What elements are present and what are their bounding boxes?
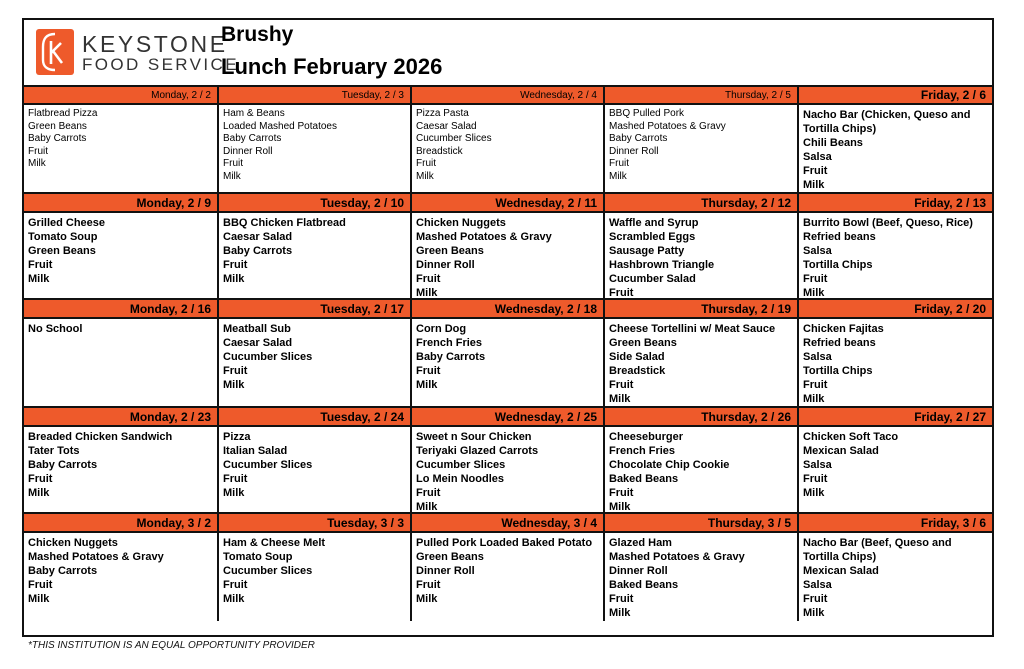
day-header: Monday, 2 / 23	[24, 408, 217, 427]
menu-item: Salsa	[803, 459, 832, 471]
menu-item: Fruit	[416, 158, 436, 169]
day-cell	[605, 300, 799, 406]
day-menu	[412, 427, 603, 512]
day-cell	[605, 194, 799, 298]
menu-item: Teriyaki Glazed Carrots	[416, 445, 539, 457]
menu-item: Milk	[609, 393, 631, 405]
day-menu	[605, 533, 797, 621]
day-menu	[605, 427, 797, 512]
day-header: Monday, 2 / 2	[24, 87, 217, 105]
day-cell	[24, 87, 219, 192]
menu-item: Salsa	[803, 151, 832, 163]
day-cell	[24, 408, 219, 512]
menu-item: Fruit	[803, 593, 828, 605]
day-cell	[605, 514, 799, 621]
menu-item: Fruit	[223, 473, 248, 485]
menu-item: Baby Carrots	[223, 245, 293, 257]
menu-item: Nacho Bar (Chicken, Queso and Tortilla Chips)	[803, 109, 971, 135]
menu-item: Milk	[416, 287, 438, 299]
menu-item: Salsa	[803, 351, 832, 363]
day-menu	[24, 533, 217, 621]
menu-item: Fruit	[416, 273, 441, 285]
menu-item: Cucumber Slices	[223, 565, 313, 577]
menu-item: Tater Tots	[28, 445, 80, 457]
menu-item: Fruit	[416, 579, 441, 591]
menu-item: Tomato Soup	[28, 231, 98, 243]
day-header: Friday, 2 / 20	[799, 300, 992, 319]
menu-item: Fruit	[609, 593, 634, 605]
menu-item: Mashed Potatoes & Gravy	[416, 231, 552, 243]
menu-item: Mashed Potatoes & Gravy	[609, 551, 745, 563]
menu-calendar-grid	[24, 85, 992, 621]
day-header: Tuesday, 2 / 17	[219, 300, 410, 319]
menu-item: Ham & Cheese Melt	[223, 537, 326, 549]
day-cell	[219, 87, 412, 192]
menu-item: Breadstick	[609, 365, 666, 377]
day-header: Tuesday, 2 / 10	[219, 194, 410, 213]
day-menu	[24, 213, 217, 298]
day-menu	[24, 427, 217, 512]
menu-item: Green Beans	[28, 120, 87, 132]
day-header: Wednesday, 2 / 18	[412, 300, 603, 319]
page-title: Lunch February 2026	[221, 54, 443, 79]
day-menu	[799, 427, 992, 512]
menu-item: Chicken Nuggets	[28, 537, 118, 549]
week-row	[24, 87, 992, 194]
week-row	[24, 194, 992, 300]
brand-name: KEYSTONE	[82, 31, 228, 57]
menu-item: Corn Dog	[416, 323, 467, 335]
menu-item: Loaded Mashed Potatoes	[223, 120, 337, 132]
menu-item: Chicken Fajitas	[803, 323, 884, 335]
day-menu	[412, 319, 603, 406]
menu-item: Baby Carrots	[609, 133, 668, 144]
day-header: Tuesday, 2 / 3	[219, 87, 410, 105]
menu-item: Mashed Potatoes & Gravy	[609, 120, 726, 132]
menu-item: Chocolate Chip Cookie	[609, 459, 730, 471]
day-cell	[605, 87, 799, 192]
menu-item: Milk	[609, 607, 631, 619]
menu-item: Pulled Pork Loaded Baked Potato	[416, 537, 593, 549]
menu-item: Green Beans	[416, 551, 484, 563]
day-header: Tuesday, 3 / 3	[219, 514, 410, 533]
day-menu	[605, 319, 797, 406]
day-header: Monday, 3 / 2	[24, 514, 217, 533]
menu-item: Baby Carrots	[223, 133, 282, 144]
menu-item: Salsa	[803, 579, 832, 591]
menu-item: Cheese Tortellini w/ Meat Sauce	[609, 323, 776, 335]
menu-item: Milk	[609, 170, 627, 182]
menu-item: Fruit	[28, 145, 48, 157]
day-header: Wednesday, 3 / 4	[412, 514, 603, 533]
day-menu	[219, 105, 410, 192]
day-header: Wednesday, 2 / 4	[412, 87, 603, 105]
menu-item: Fruit	[28, 259, 53, 271]
menu-item: Caesar Salad	[416, 120, 477, 132]
menu-item: Dinner Roll	[416, 259, 475, 271]
day-menu	[24, 105, 217, 192]
day-cell	[24, 194, 219, 298]
day-menu	[219, 319, 410, 406]
day-cell	[412, 194, 605, 298]
menu-sheet	[22, 18, 994, 637]
week-row	[24, 300, 992, 408]
day-cell	[412, 300, 605, 406]
menu-item: Milk	[416, 170, 434, 182]
week-row	[24, 408, 992, 514]
menu-item: Fruit	[416, 487, 441, 499]
menu-item: Italian Salad	[223, 445, 288, 457]
day-header: Monday, 2 / 9	[24, 194, 217, 213]
menu-item: Milk	[28, 593, 50, 605]
menu-item: French Fries	[609, 445, 676, 457]
day-menu	[605, 105, 797, 192]
day-cell	[219, 408, 412, 512]
menu-item: Dinner Roll	[609, 145, 659, 157]
menu-item: Pizza Pasta	[416, 108, 469, 119]
menu-item: Waffle and Syrup	[609, 217, 699, 229]
menu-item: Fruit	[609, 379, 634, 391]
menu-item: Fruit	[803, 473, 828, 485]
footer-disclaimer: *THIS INSTITUTION IS AN EQUAL OPPORTUNITY PROVIDER	[28, 640, 315, 651]
day-menu	[799, 533, 992, 621]
menu-item: Fruit	[803, 165, 828, 177]
menu-header	[24, 20, 992, 85]
menu-item: Baked Beans	[609, 579, 679, 591]
menu-item: Fruit	[609, 287, 634, 299]
week-row	[24, 514, 992, 621]
day-cell	[799, 87, 992, 192]
menu-item: Chili Beans	[803, 137, 863, 149]
menu-item: Milk	[223, 273, 245, 285]
day-cell	[219, 514, 412, 621]
menu-item: Milk	[28, 487, 50, 499]
menu-item: Milk	[223, 593, 245, 605]
menu-item: Cucumber Salad	[609, 273, 696, 285]
menu-item: Baby Carrots	[28, 133, 87, 144]
day-header: Thursday, 2 / 26	[605, 408, 797, 427]
menu-item: Milk	[223, 170, 241, 182]
menu-item: Cucumber Slices	[416, 133, 492, 144]
day-cell	[412, 514, 605, 621]
menu-item: Hashbrown Triangle	[609, 259, 715, 271]
day-header: Friday, 2 / 27	[799, 408, 992, 427]
menu-item: Milk	[416, 501, 438, 513]
menu-item: Lo Mein Noodles	[416, 473, 504, 485]
menu-item: Baby Carrots	[28, 459, 98, 471]
menu-item: Green Beans	[416, 245, 484, 257]
day-menu	[799, 213, 992, 298]
menu-item: Chicken Nuggets	[416, 217, 506, 229]
menu-item: Caesar Salad	[223, 337, 293, 349]
day-header: Thursday, 3 / 5	[605, 514, 797, 533]
menu-item: Grilled Cheese	[28, 217, 106, 229]
menu-item: Chicken Soft Taco	[803, 431, 899, 443]
keystone-logo-icon	[36, 29, 74, 75]
menu-item: Green Beans	[609, 337, 677, 349]
day-header: Friday, 3 / 6	[799, 514, 992, 533]
menu-item: Mexican Salad	[803, 565, 879, 577]
menu-item: Fruit	[416, 365, 441, 377]
menu-item: Tortilla Chips	[803, 365, 873, 377]
menu-item: Milk	[416, 593, 438, 605]
day-header: Thursday, 2 / 19	[605, 300, 797, 319]
school-name: Brushy	[221, 23, 294, 46]
menu-item: Side Salad	[609, 351, 665, 363]
day-header: Wednesday, 2 / 25	[412, 408, 603, 427]
day-cell	[24, 300, 219, 406]
menu-item: Milk	[803, 393, 825, 405]
menu-item: Scrambled Eggs	[609, 231, 696, 243]
menu-item: Pizza	[223, 431, 251, 443]
menu-item: Cucumber Slices	[223, 459, 313, 471]
menu-item: Breadstick	[416, 145, 463, 157]
menu-item: Nacho Bar (Beef, Queso and Tortilla Chips)	[803, 537, 952, 563]
menu-item: Milk	[28, 273, 50, 285]
menu-item: Glazed Ham	[609, 537, 672, 549]
menu-item: Cheeseburger	[609, 431, 683, 443]
day-menu	[219, 533, 410, 621]
brand-subtitle: FOOD SERVICE	[82, 55, 239, 74]
day-cell	[799, 300, 992, 406]
menu-item: Fruit	[803, 273, 828, 285]
day-header: Wednesday, 2 / 11	[412, 194, 603, 213]
menu-item: Caesar Salad	[223, 231, 293, 243]
menu-item: Salsa	[803, 245, 832, 257]
day-menu	[412, 105, 603, 192]
menu-item: Milk	[223, 487, 245, 499]
menu-item: BBQ Pulled Pork	[609, 108, 685, 119]
menu-item: Baked Beans	[609, 473, 679, 485]
menu-item: Fruit	[223, 365, 248, 377]
menu-item: Fruit	[609, 487, 634, 499]
day-cell	[799, 408, 992, 512]
day-cell	[799, 514, 992, 621]
menu-item: Milk	[803, 487, 825, 499]
day-menu	[412, 213, 603, 298]
menu-item: Fruit	[28, 473, 53, 485]
menu-item: Baby Carrots	[28, 565, 98, 577]
menu-item: Milk	[803, 287, 825, 299]
menu-item: Sweet n Sour Chicken	[416, 431, 532, 443]
day-menu	[219, 427, 410, 512]
menu-item: Fruit	[803, 379, 828, 391]
day-menu	[799, 105, 992, 192]
day-header: Thursday, 2 / 12	[605, 194, 797, 213]
menu-item: Breaded Chicken Sandwich	[28, 431, 173, 443]
menu-item: Meatball Sub	[223, 323, 291, 335]
day-cell	[412, 87, 605, 192]
menu-item: BBQ Chicken Flatbread	[223, 217, 346, 229]
day-header: Friday, 2 / 6	[799, 87, 992, 105]
menu-item: Milk	[803, 607, 825, 619]
day-header: Tuesday, 2 / 24	[219, 408, 410, 427]
day-cell	[219, 300, 412, 406]
menu-item: Cucumber Slices	[223, 351, 313, 363]
menu-item: Cucumber Slices	[416, 459, 506, 471]
menu-item: Fruit	[609, 158, 629, 169]
menu-item: No School	[28, 323, 83, 335]
menu-item: Flatbread Pizza	[28, 108, 98, 119]
menu-item: Fruit	[223, 259, 248, 271]
day-cell	[219, 194, 412, 298]
menu-item: Dinner Roll	[609, 565, 668, 577]
menu-item: Dinner Roll	[223, 145, 273, 157]
menu-item: Mexican Salad	[803, 445, 879, 457]
day-menu	[219, 213, 410, 298]
menu-item: Baby Carrots	[416, 351, 486, 363]
menu-item: Fruit	[223, 158, 243, 169]
day-cell	[799, 194, 992, 298]
menu-item: Ham & Beans	[223, 108, 285, 119]
menu-item: Milk	[609, 501, 631, 513]
menu-item: Sausage Patty	[609, 245, 685, 257]
menu-item: Mashed Potatoes & Gravy	[28, 551, 164, 563]
day-header: Friday, 2 / 13	[799, 194, 992, 213]
menu-item: Refried beans	[803, 337, 876, 349]
menu-item: French Fries	[416, 337, 483, 349]
day-menu	[24, 319, 217, 406]
menu-item: Milk	[803, 179, 825, 191]
day-menu	[605, 213, 797, 298]
menu-item: Milk	[223, 379, 245, 391]
menu-item: Refried beans	[803, 231, 876, 243]
day-menu	[412, 533, 603, 621]
day-cell	[24, 514, 219, 621]
menu-item: Green Beans	[28, 245, 96, 257]
day-cell	[412, 408, 605, 512]
menu-item: Tortilla Chips	[803, 259, 873, 271]
day-header: Monday, 2 / 16	[24, 300, 217, 319]
day-menu	[799, 319, 992, 406]
day-header: Thursday, 2 / 5	[605, 87, 797, 105]
menu-item: Burrito Bowl (Beef, Queso, Rice)	[803, 217, 973, 229]
menu-item: Milk	[416, 379, 438, 391]
menu-item: Fruit	[28, 579, 53, 591]
menu-item: Milk	[28, 158, 46, 169]
menu-item: Fruit	[223, 579, 248, 591]
menu-item: Dinner Roll	[416, 565, 475, 577]
menu-item: Tomato Soup	[223, 551, 293, 563]
day-cell	[605, 408, 799, 512]
